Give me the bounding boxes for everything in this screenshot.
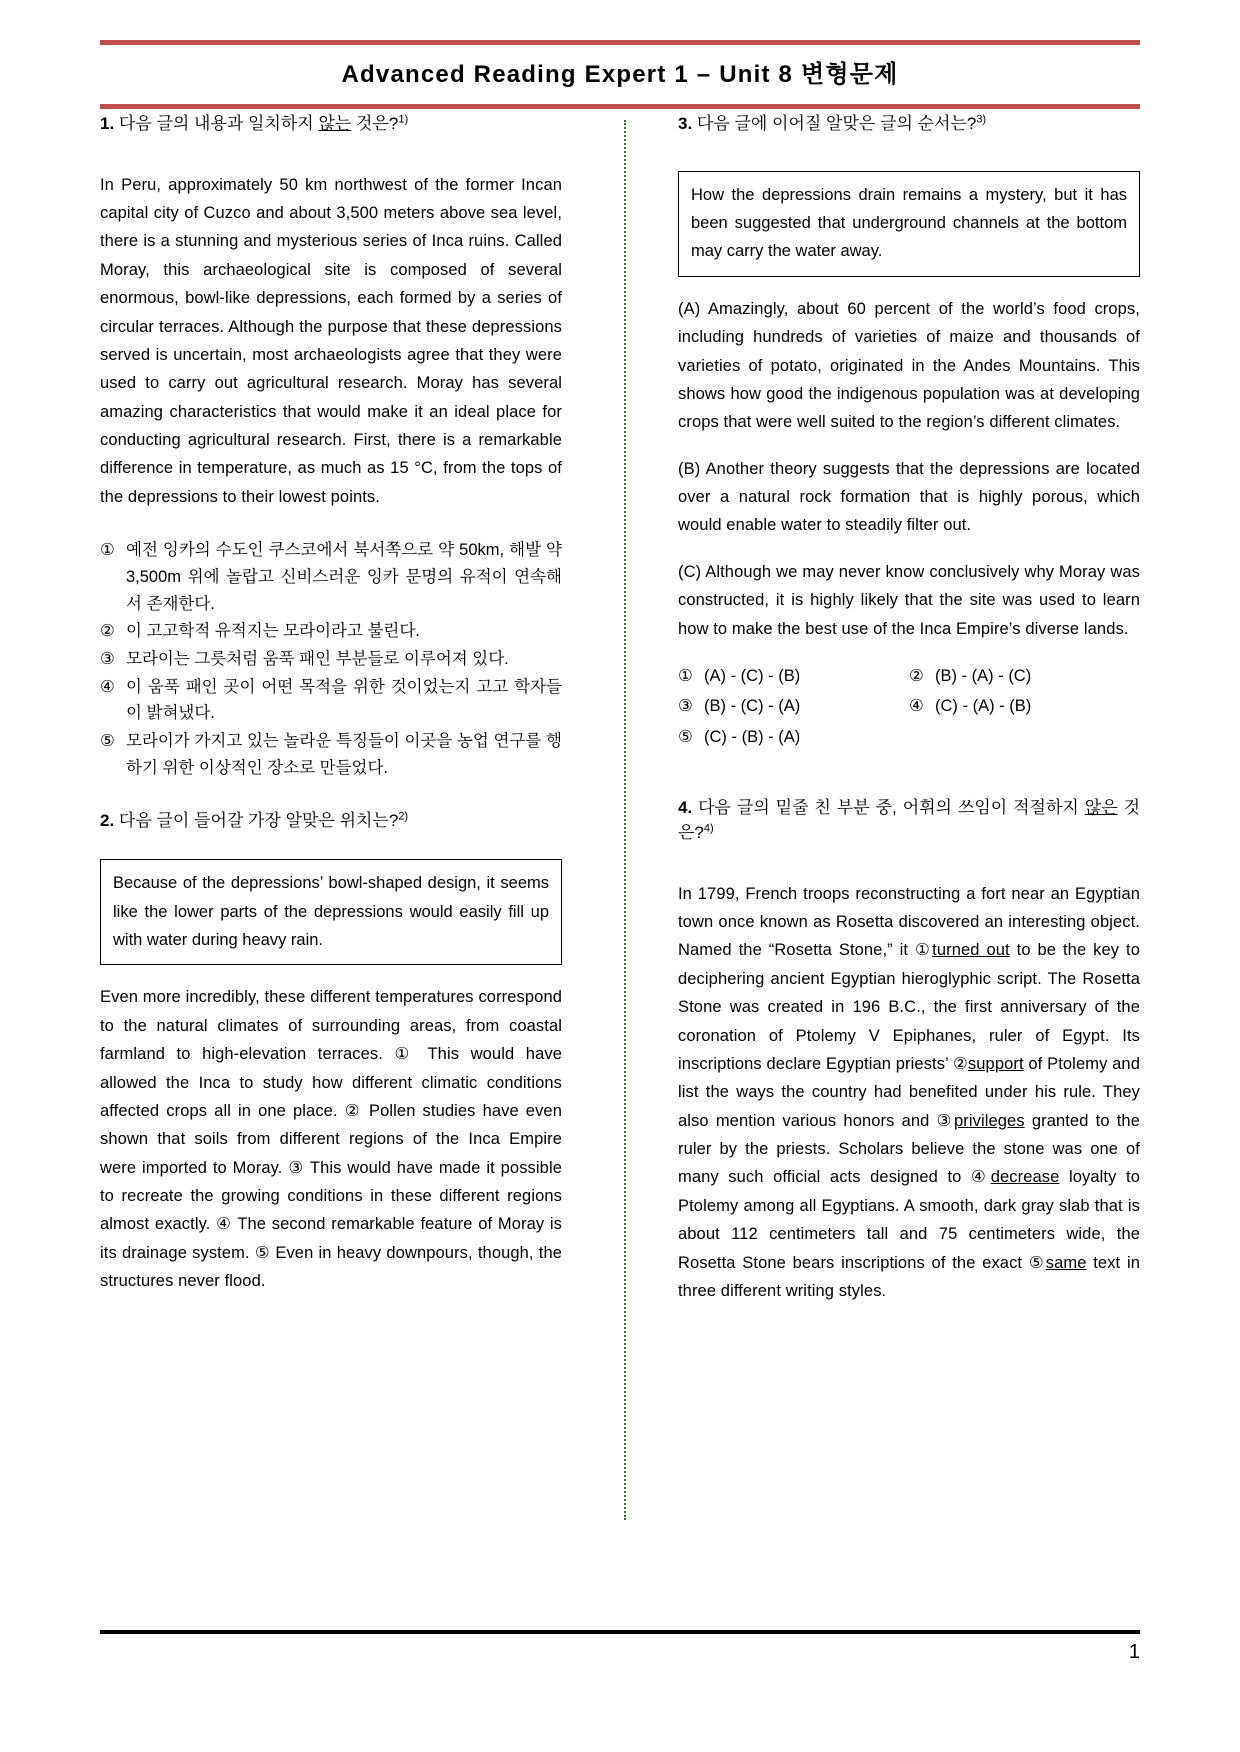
list-item[interactable] bbox=[100, 646, 562, 673]
question-1-number: 1. bbox=[100, 114, 115, 133]
list-item[interactable] bbox=[100, 674, 562, 727]
choice-text: (C) - (B) - (A) bbox=[704, 727, 801, 746]
question-1-prompt-after: 것은? bbox=[351, 114, 399, 133]
question-2-heading bbox=[100, 809, 562, 834]
list-item[interactable] bbox=[678, 661, 909, 692]
question-3-footnote: 3) bbox=[976, 113, 987, 126]
q4-underlined-3: privileges bbox=[953, 1111, 1025, 1130]
content-columns bbox=[100, 112, 1140, 1582]
spacer bbox=[678, 277, 1140, 295]
question-2-prompt: 다음 글이 들어갈 가장 알맞은 위치는? bbox=[114, 810, 399, 830]
spacer bbox=[100, 511, 562, 537]
question-4-passage bbox=[678, 880, 1140, 1306]
choice-text: 예전 잉카의 수도인 쿠스코에서 북서쪽으로 약 50km, 해발 약 3,500m 위에 놀랍고 신비스러운 잉카 문명의 유적이 연속해서 존재한다. bbox=[126, 541, 562, 613]
right-column bbox=[678, 112, 1140, 1582]
list-item[interactable] bbox=[100, 618, 562, 645]
choice-marker: ⑤ bbox=[100, 732, 115, 751]
spacer bbox=[678, 854, 1140, 880]
list-item[interactable] bbox=[678, 691, 909, 722]
question-2-passage: Even more incredibly, these different temperatures correspond to the natural climates of surrounding areas, from coastal farmland to high-elevation terraces. ① This would have allowed the Inca to study how different climatic conditions affected crops all in one place. ② Pollen studies have even shown that soils from different regions of the Inca Empire were imported to Moray. ③ This would have made it possible to recreate the growing conditions in these different regions almost exactly. ④ The second remarkable feature of Moray is its drainage system. ⑤ Even in heavy downpours, though, the structures never flood. bbox=[100, 988, 562, 1291]
question-3-number: 3. bbox=[678, 114, 693, 133]
question-2-number: 2. bbox=[100, 810, 115, 830]
choice-text: (A) - (C) - (B) bbox=[704, 666, 801, 685]
spacer bbox=[100, 965, 562, 983]
choice-text: 모라이는 그릇처럼 움푹 패인 부분들로 이루어져 있다. bbox=[126, 650, 509, 669]
q4-marker-1: ① bbox=[915, 941, 933, 960]
spacer bbox=[678, 540, 1140, 558]
header-rule-bottom bbox=[100, 104, 1140, 109]
page-title: Advanced Reading Expert 1 – Unit 8 변형문제 bbox=[341, 61, 899, 88]
spacer bbox=[678, 145, 1140, 171]
question-4-heading bbox=[678, 796, 1140, 845]
question-4-prompt-underlined: 않은 bbox=[1084, 798, 1118, 818]
q4-marker-3: ③ bbox=[936, 1111, 954, 1130]
list-item[interactable] bbox=[100, 728, 562, 781]
question-3-paragraph-a: (A) Amazingly, about 60 percent of the world’s food crops, including hundreds of varieties of maize and thousands of varieties of potato, originated in the Andes Mountains. This shows how good the indigenous population was at developing crops that were well suited to the region’s different climates. bbox=[678, 299, 1140, 432]
choice-marker: ③ bbox=[100, 650, 115, 669]
choice-text: 이 고고학적 유적지는 모라이라고 불린다. bbox=[126, 622, 420, 641]
footer-rule bbox=[100, 1630, 1140, 1634]
question-1-footnote: 1) bbox=[398, 113, 409, 126]
choice-text: (B) - (C) - (A) bbox=[704, 697, 801, 716]
choice-marker: ② bbox=[100, 622, 115, 641]
choice-marker: ④ bbox=[100, 677, 115, 696]
choice-text: 모라이가 가지고 있는 놀라운 특징들이 이곳을 농업 연구를 행하기 위한 이상적인 장소로 만들었다. bbox=[126, 732, 562, 777]
list-item[interactable] bbox=[100, 537, 562, 617]
q4-marker-5: ⑤ bbox=[1028, 1253, 1046, 1272]
list-item[interactable] bbox=[909, 661, 1140, 692]
spacer bbox=[678, 643, 1140, 661]
column-divider bbox=[624, 120, 626, 1520]
choice-marker: ② bbox=[909, 666, 924, 685]
choice-row bbox=[678, 691, 1140, 722]
q4-part-6: text in three different writing styles. bbox=[678, 1253, 1140, 1300]
spacer bbox=[100, 783, 562, 809]
spacer bbox=[678, 752, 1140, 778]
choice-text: (C) - (A) - (B) bbox=[935, 697, 1032, 716]
list-item[interactable] bbox=[909, 691, 1140, 722]
q4-underlined-4: decrease bbox=[990, 1168, 1060, 1187]
question-4-footnote: 4) bbox=[703, 822, 714, 835]
question-1-prompt-underlined: 않는 bbox=[318, 114, 352, 133]
q4-marker-2: ② bbox=[952, 1054, 968, 1073]
question-3-heading bbox=[678, 112, 1140, 137]
q4-part-4: granted to the ruler by the priests. Scholars believe the stone was one of many such official acts designed to bbox=[678, 1111, 1140, 1187]
question-3-choices bbox=[678, 661, 1140, 753]
q4-underlined-2: support bbox=[967, 1054, 1024, 1073]
q4-part-1: In 1799, French troops reconstructing a fort near an Egyptian town once known as Rosetta discovered an interesting object. Named the “Rosetta Stone,” it bbox=[678, 884, 1140, 960]
question-1-passage: In Peru, approximately 50 km northwest of the former Incan capital city of Cuzco and about 3,500 meters above sea level, there is a stunning and mysterious series of Inca ruins. Called Moray, this archaeological site is composed of several enormous, bowl-like depressions, each formed by a series of circular terraces. Although the purpose that these depressions served is uncertain, most archaeologists agree that they were used to carry out agricultural research. Moray has several amazing characteristics that would make it an ideal place for conducting agricultural research. First, there is a remarkable difference in temperature, as much as 15 °C, from the tops of the depressions to their lowest points. bbox=[100, 175, 562, 506]
choice-marker: ⑤ bbox=[678, 727, 693, 746]
choice-empty bbox=[909, 722, 1140, 753]
choice-marker: ① bbox=[678, 666, 693, 685]
page-header bbox=[100, 40, 1140, 109]
choice-marker: ① bbox=[100, 541, 115, 560]
question-2-boxed-text: Because of the depressions’ bowl-shaped design, it seems like the lower parts of the depressions would easily fill up with water during heavy rain. bbox=[100, 859, 562, 965]
question-1-heading bbox=[100, 112, 562, 137]
q4-part-5: loyalty to Ptolemy among all Egyptians. A smooth, dark gray slab that is about 112 centimeters tall and 75 centimeters wide, the Rosetta Stone bears inscriptions of the exact bbox=[678, 1168, 1140, 1272]
question-3-paragraph-b: (B) Another theory suggests that the depressions are located over a natural rock formation that is highly porous, which would enable water to steadily filter out. bbox=[678, 459, 1140, 535]
list-item[interactable] bbox=[678, 722, 909, 753]
spacer bbox=[100, 841, 562, 859]
question-4-number: 4. bbox=[678, 798, 693, 818]
q4-part-2: to be the key to deciphering ancient Egyptian hieroglyphic script. The Rosetta Stone was created in 196 B.C., the first anniversary of the coronation of Ptolemy V Epiphanes, ruler of Egypt. Its inscriptions declare Egyptian priests’ bbox=[678, 941, 1140, 1073]
spacer bbox=[678, 778, 1140, 796]
choice-marker: ③ bbox=[678, 697, 693, 716]
spacer bbox=[100, 145, 562, 171]
choice-marker: ④ bbox=[909, 697, 924, 716]
q4-underlined-5: same bbox=[1045, 1253, 1087, 1272]
choice-row bbox=[678, 722, 1140, 753]
choice-text: 이 움푹 패인 곳이 어떤 목적을 위한 것이었는지 고고 학자들이 밝혀냈다. bbox=[126, 677, 562, 723]
q4-part-3: of Ptolemy and list the ways the country had benefited under his rule. They also mention various honors and bbox=[678, 1054, 1140, 1130]
question-4-prompt-after: 것은? bbox=[678, 798, 1140, 843]
spacer bbox=[678, 437, 1140, 455]
question-3-paragraph-c: (C) Although we may never know conclusively why Moray was constructed, it is highly likely that the site was used to learn how to make the best use of the Inca Empire’s diverse lands. bbox=[678, 562, 1140, 638]
choice-row bbox=[678, 661, 1140, 692]
question-1-prompt-before: 다음 글의 내용과 일치하지 bbox=[114, 114, 319, 133]
left-column bbox=[100, 112, 562, 1582]
page-number: 1 bbox=[1128, 1641, 1140, 1663]
question-3-prompt: 다음 글에 이어질 알맞은 글의 순서는? bbox=[692, 114, 977, 133]
question-1-choices bbox=[100, 537, 562, 781]
question-2-footnote: 2) bbox=[398, 809, 409, 822]
q4-underlined-1: turned out bbox=[932, 941, 1010, 960]
question-3-boxed-text: How the depressions drain remains a mystery, but it has been suggested that underground channels at the bottom may carry the water away. bbox=[678, 171, 1140, 277]
choice-text: (B) - (A) - (C) bbox=[935, 666, 1032, 685]
question-4-prompt-line1: 다음 글의 밑줄 친 부분 중, 어휘의 쓰임이 적절하지 bbox=[692, 798, 1085, 818]
q4-marker-4: ④ bbox=[970, 1168, 991, 1187]
